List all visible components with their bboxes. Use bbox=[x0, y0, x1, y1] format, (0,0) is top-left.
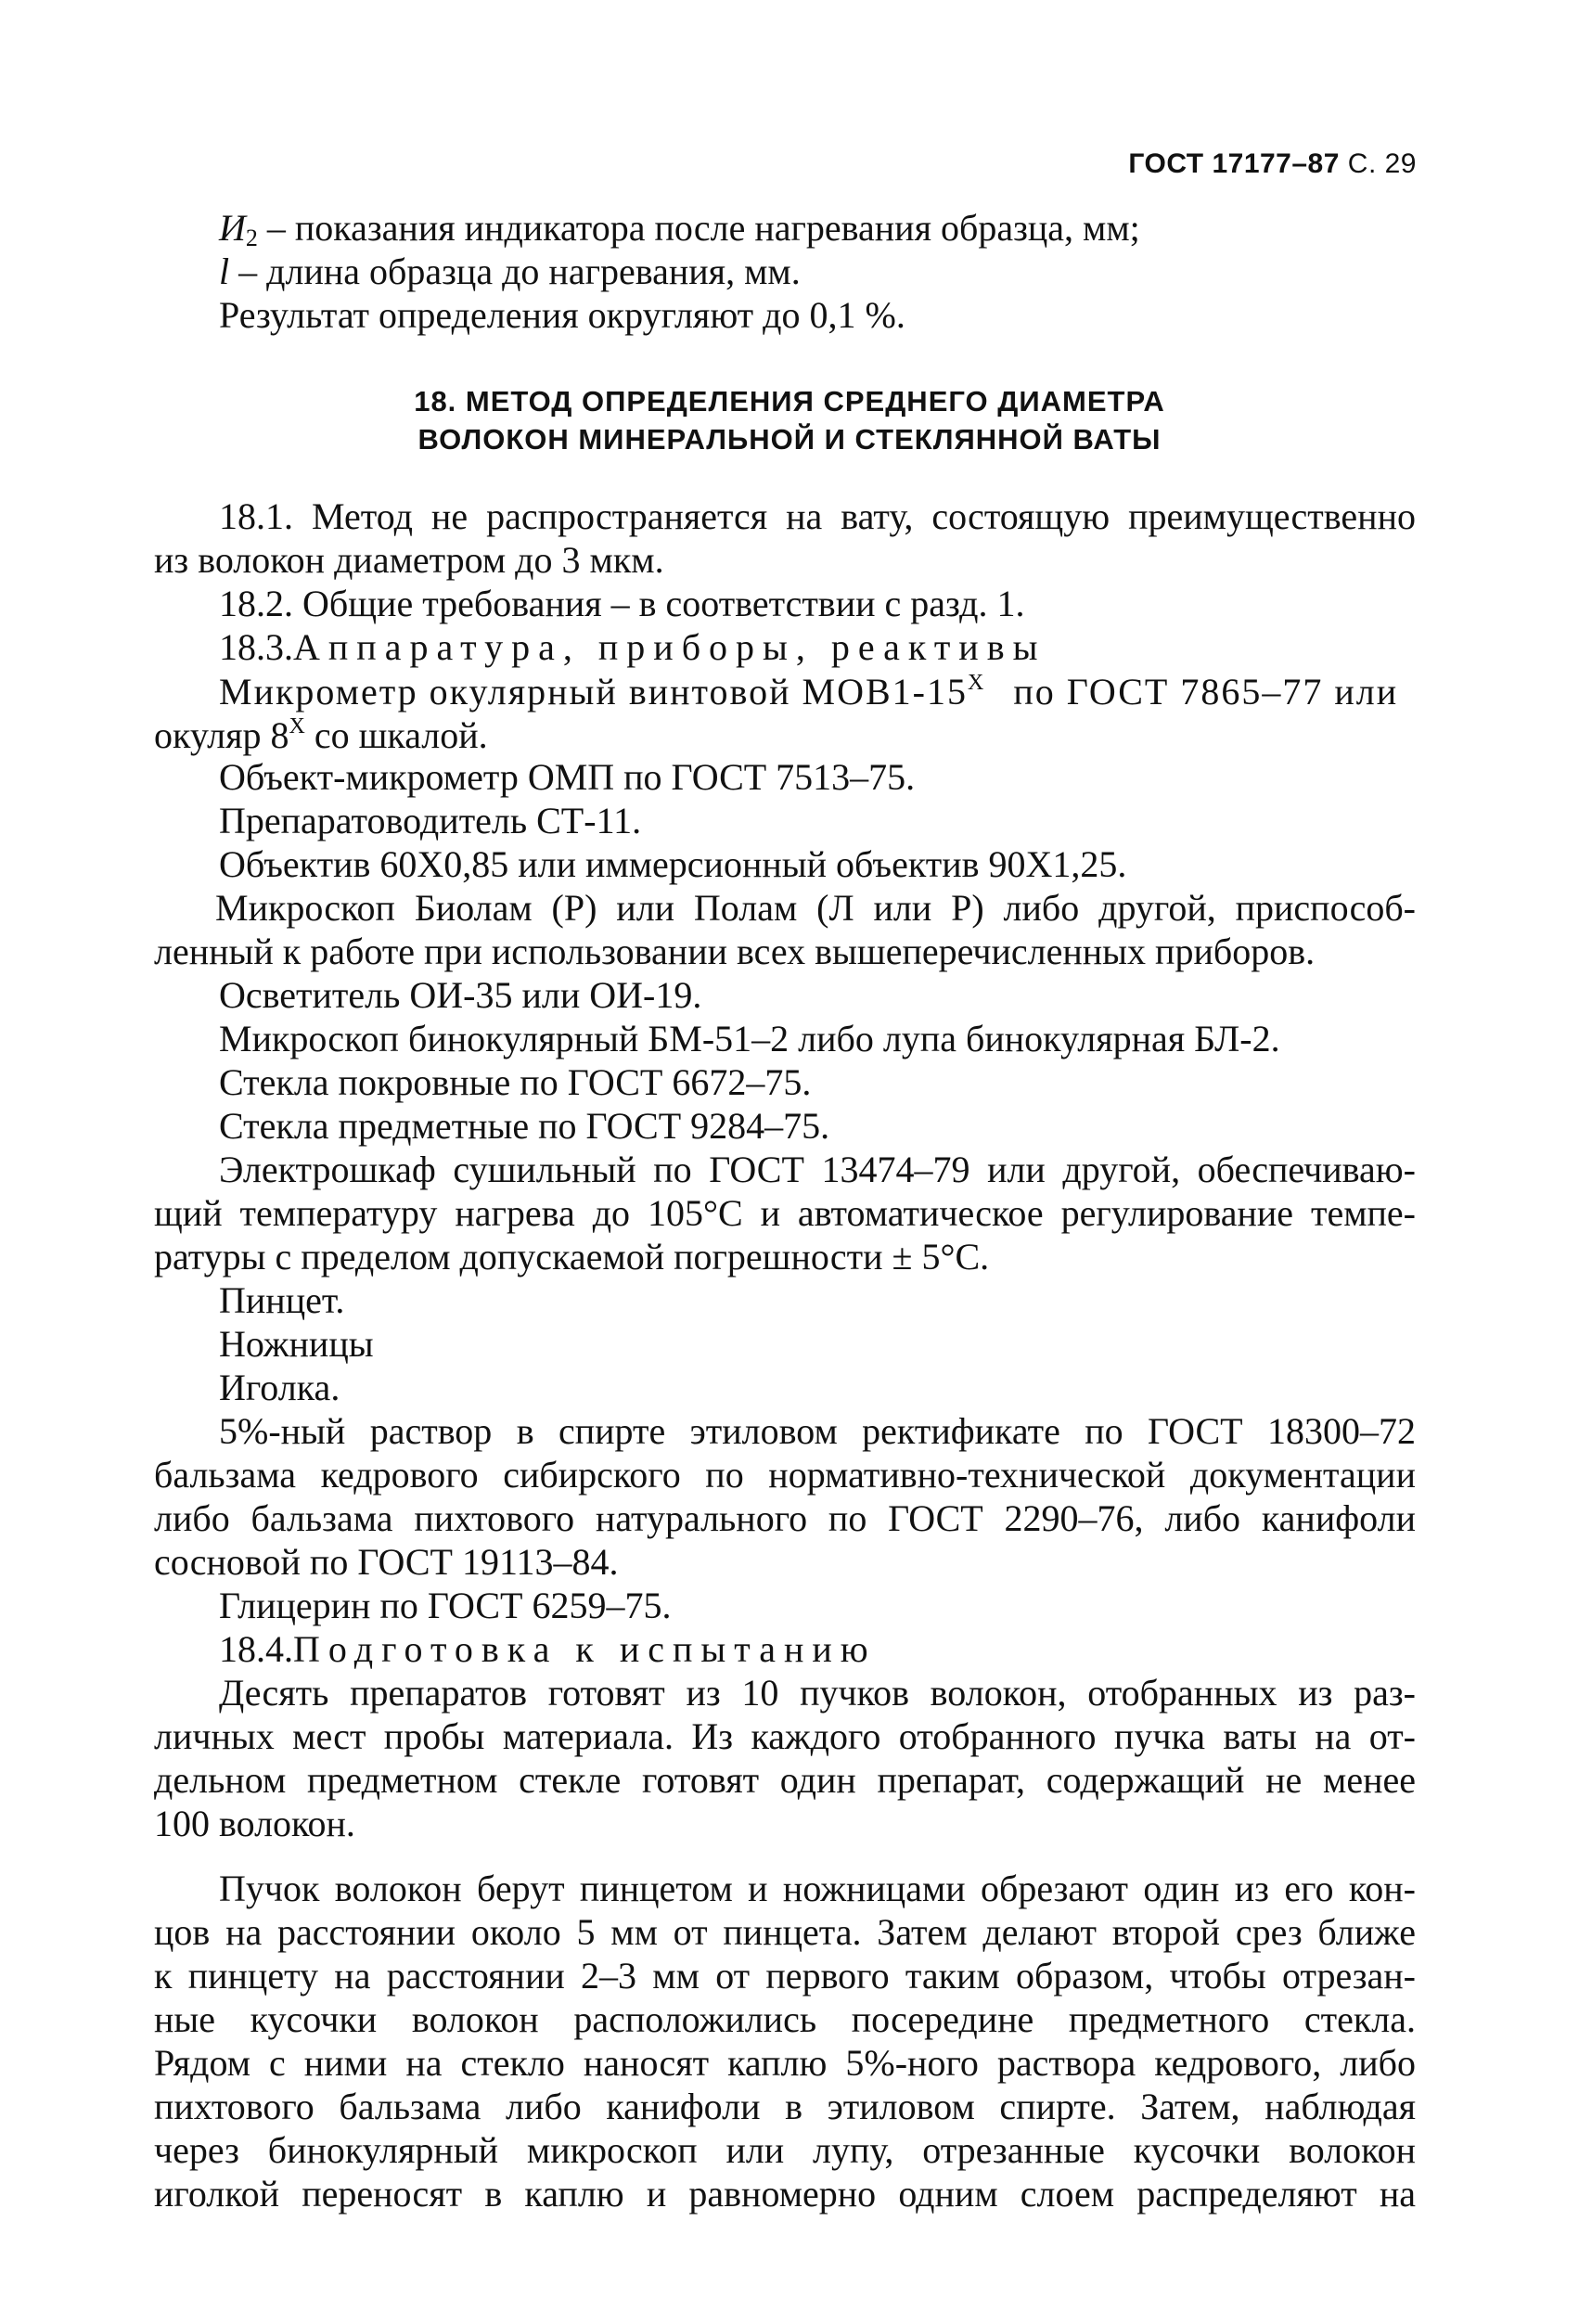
paragraph-procedure-line5: Рядом с ними на стекло наносят каплю 5%-ного раствора кедрового, либо bbox=[154, 2042, 1416, 2084]
clause-18-1-line1: 18.1. Метод не распространяется на вату, состоящую преимущественно bbox=[219, 495, 1416, 537]
item-solution-line3: либо бальзама пихтового натурального по ГОСТ 2290–76, либо канифоли bbox=[154, 1497, 1416, 1539]
page-number: С. 29 bbox=[1347, 148, 1417, 179]
paragraph-samples-line3: дельном предметном стекле готовят один препарат, содержащий не менее bbox=[154, 1759, 1416, 1801]
page-header bbox=[1128, 148, 1417, 180]
paragraph-procedure-line4: ные кусочки волокон расположились посередине предметного стекла. bbox=[154, 1998, 1416, 2040]
result-rounding-note: Результат определения округляют до 0,1 %. bbox=[219, 294, 905, 336]
item-binocular-microscope: Микроскоп бинокулярный БМ-51–2 либо лупа бинокулярная БЛ-2. bbox=[219, 1018, 1280, 1059]
item-slides: Стекла предметные по ГОСТ 9284–75. bbox=[219, 1105, 830, 1147]
item-glycerin: Глицерин по ГОСТ 6259–75. bbox=[219, 1585, 672, 1626]
paragraph-procedure-line2: цов на расстоянии около 5 мм от пинцета. Затем делают второй срез ближе bbox=[154, 1911, 1416, 1953]
item-objective: Объектив 60Х0,85 или иммерсионный объектив 90Х1,25. bbox=[219, 843, 1127, 885]
paragraph-procedure-line7: через бинокулярный микроскоп или лупу, отрезанные кусочки волокон bbox=[154, 2129, 1416, 2171]
item-needle: Иголка. bbox=[219, 1367, 340, 1408]
item-scissors: Ножницы bbox=[219, 1323, 374, 1365]
clause-18-1-line2: из волокон диаметром до 3 мкм. bbox=[154, 539, 664, 581]
item-solution-line2: бальзама кедрового сибирского по нормативно-технической документации bbox=[154, 1454, 1416, 1496]
item-preparation-holder: Препаратоводитель СТ-11. bbox=[219, 800, 642, 841]
item-object-micrometer: Объект-микрометр ОМП по ГОСТ 7513–75. bbox=[219, 756, 916, 798]
item-drying-oven-line3: ратуры с пределом допускаемой погрешности ± 5°С. bbox=[154, 1236, 990, 1278]
standard-number: ГОСТ 17177–87 bbox=[1128, 148, 1340, 179]
item-cover-glasses: Стекла покровные по ГОСТ 6672–75. bbox=[219, 1061, 812, 1103]
item-drying-oven-line1: Электрошкаф сушильный по ГОСТ 13474–79 или другой, обеспечиваю- bbox=[219, 1149, 1416, 1190]
variable-definition-i2: $И_2$ – показания индикатора после нагревания образца, мм; bbox=[219, 207, 1140, 251]
paragraph-procedure-line6: пихтового бальзама либо канифоли в этиловом спирте. Затем, наблюдая bbox=[154, 2086, 1416, 2127]
paragraph-samples-line2: личных мест пробы материала. Из каждого отобранного пучка ваты на от- bbox=[154, 1715, 1416, 1757]
item-micrometer-line1: Микрометр окулярный винтовой $МОВ1-15^X$ по ГОСТ 7865–77 или bbox=[219, 671, 1399, 713]
item-microscope-line1: Микроскоп Биолам (Р) или Полам (Л или Р) либо другой, приспособ- bbox=[215, 887, 1416, 929]
paragraph-procedure-line1: Пучок волокон берут пинцетом и ножницами обрезают один из его кон- bbox=[219, 1868, 1416, 1909]
item-drying-oven-line2: щий температуру нагрева до 105°С и автоматическое регулирование темпе- bbox=[154, 1192, 1416, 1234]
paragraph-samples-line4: 100 волокон. bbox=[154, 1803, 355, 1844]
variable-definition-l: l – длина образца до нагревания, мм. bbox=[219, 250, 801, 292]
item-tweezers: Пинцет. bbox=[219, 1279, 345, 1321]
section-title-line1: 18. МЕТОД ОПРЕДЕЛЕНИЯ СРЕДНЕГО ДИАМЕТРА bbox=[414, 385, 1165, 417]
item-illuminator: Осветитель ОИ-35 или ОИ-19. bbox=[219, 974, 702, 1016]
paragraph-samples-line1: Десять препаратов готовят из 10 пучков волокон, отобранных из раз- bbox=[219, 1672, 1416, 1714]
item-micrometer-line2: окуляр $8^X$ со шкалой. bbox=[154, 714, 488, 756]
paragraph-procedure-line8: иголкой переносят в каплю и равномерно одним слоем распределяют на bbox=[154, 2173, 1416, 2215]
item-solution-line1: 5%-ный раствор в спирте этиловом ректификате по ГОСТ 18300–72 bbox=[219, 1410, 1416, 1452]
section-title-line2: ВОЛОКОН МИНЕРАЛЬНОЙ И СТЕКЛЯННОЙ ВАТЫ bbox=[417, 423, 1162, 456]
paragraph-procedure-line3: к пинцету на расстоянии 2–3 мм от первого таким образом, чтобы отрезан- bbox=[154, 1955, 1416, 1997]
item-microscope-line2: ленный к работе при использовании всех вышеперечисленных приборов. bbox=[154, 931, 1316, 972]
item-solution-line4: сосновой по ГОСТ 19113–84. bbox=[154, 1541, 619, 1583]
clause-18-4-heading: 18.4.Подготовка к испытанию bbox=[219, 1628, 877, 1670]
clause-18-2: 18.2. Общие требования – в соответствии с разд. 1. bbox=[219, 583, 1025, 624]
clause-18-3-heading: 18.3.Аппаратура, приборы, реактивы bbox=[219, 626, 1046, 668]
